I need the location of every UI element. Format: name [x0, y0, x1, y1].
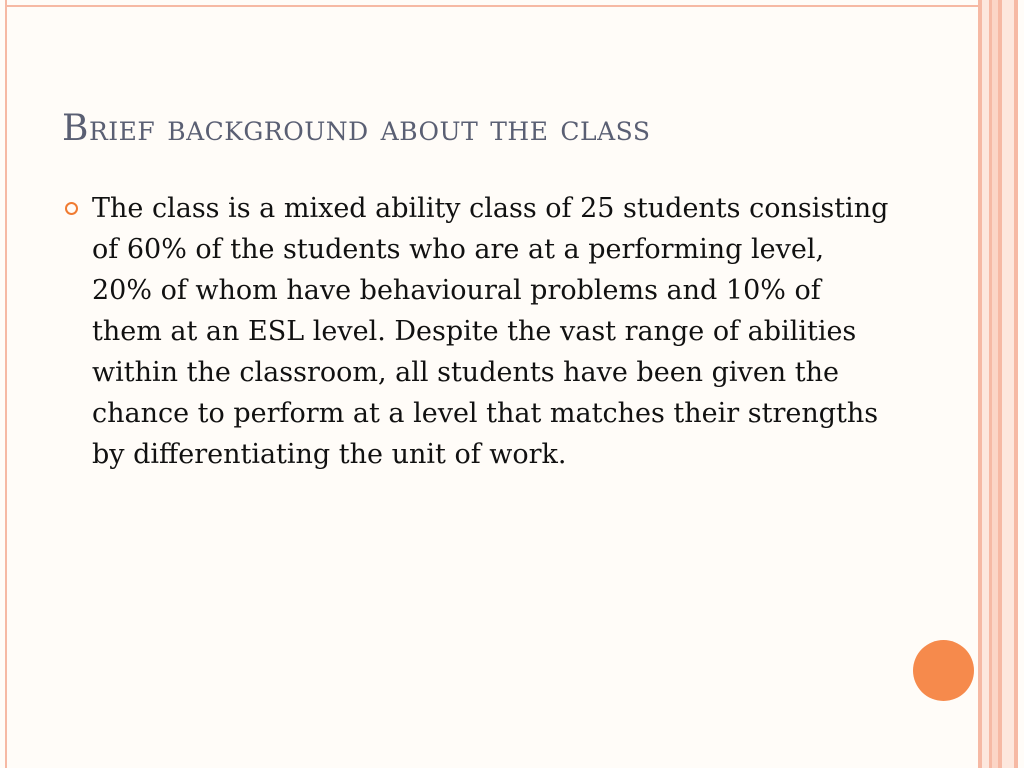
frame-left-line: [5, 0, 7, 768]
orange-circle-icon: [913, 640, 974, 701]
frame-top-line: [5, 5, 978, 7]
slide-title: Brief background about the class: [62, 108, 651, 149]
right-border-stripe: [1018, 0, 1024, 768]
right-border-stripe: [982, 0, 989, 768]
right-border-stripe: [1002, 0, 1014, 768]
bullet-text: The class is a mixed ability class of 25 students consisting of 60% of the students who are at a performing level, 20% of whom have behavioural problems and 10% of them at an ESL level. Despite the vast range of abilities within the classroom, all students have been given the chance to perform at a level that matches their strengths by differentiating the unit of work.: [92, 193, 889, 470]
bullet-item: [62, 188, 892, 475]
ring-bullet-icon: [65, 202, 78, 215]
